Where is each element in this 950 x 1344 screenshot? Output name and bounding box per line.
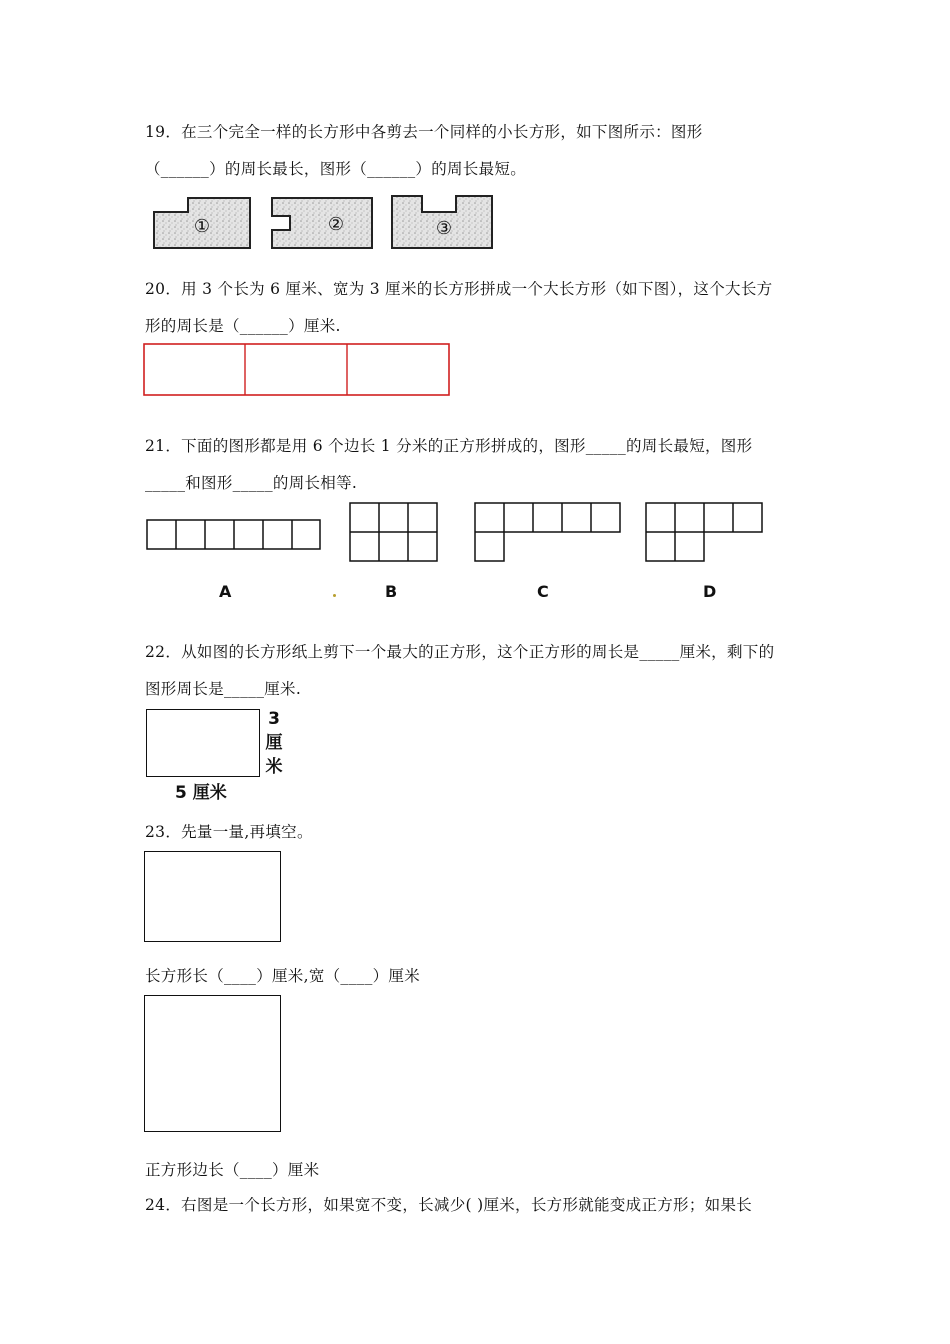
q22-text-line1: 22．从如图的长方形纸上剪下一个最大的正方形，这个正方形的周长是_____厘米，剩下的 xyxy=(145,643,775,661)
q21-stray-dot xyxy=(333,594,336,597)
q19-shape-1-label: ① xyxy=(193,216,211,237)
q21-label-d: D xyxy=(703,582,717,601)
q23-square-text: 正方形边长（____）厘米 xyxy=(145,1161,320,1179)
q22-text-line2: 图形周长是_____厘米. xyxy=(145,680,302,698)
q19-figure xyxy=(150,190,500,252)
q20-text-line1: 20．用 3 个长为 6 厘米、宽为 3 厘米的长方形拼成一个大长方形（如下图），这个大长方 xyxy=(145,280,773,298)
q21-figure-c xyxy=(474,502,622,564)
q24-text-line1: 24．右图是一个长方形，如果宽不变，长减少( )厘米，长方形就能变成正方形；如果长 xyxy=(145,1196,753,1214)
q21-label-b: B xyxy=(385,582,398,601)
q21-label-a: A xyxy=(219,582,232,601)
q23-text-line1: 23．先量一量,再填空。 xyxy=(145,823,313,841)
q21-text-line2: _____和图形_____的周长相等. xyxy=(145,474,358,492)
q20-big-rectangle xyxy=(144,344,449,395)
q19-shape-2-label: ② xyxy=(327,214,345,235)
q19-shape-2 xyxy=(272,198,372,248)
q21-figure-b xyxy=(349,502,440,564)
q21-text-line1: 21．下面的图形都是用 6 个边长 1 分米的正方形拼成的，图形_____的周长最短，图形 xyxy=(145,437,753,455)
q19-text-line1: 19．在三个完全一样的长方形中各剪去一个同样的小长方形，如下图所示：图形 xyxy=(145,123,703,141)
q22-height-char-2: 米 xyxy=(265,757,283,777)
q19-shape-3-label: ③ xyxy=(435,218,453,239)
q23-rectangle xyxy=(144,851,281,942)
q19-text-line2: （______）的周长最长，图形（______）的周长最短。 xyxy=(145,160,527,178)
q20-text-line2: 形的周长是（______）厘米. xyxy=(145,317,341,335)
q23-rectangle-text: 长方形长（____）厘米,宽（____）厘米 xyxy=(145,967,421,985)
q22-height-char-1: 厘 xyxy=(265,733,283,753)
q22-height-number: 3 xyxy=(268,709,280,729)
q21-figure-d xyxy=(645,502,764,564)
q23-square xyxy=(144,995,281,1132)
q20-figure xyxy=(142,342,452,398)
q22-width-label: 5 厘米 xyxy=(175,783,227,803)
q22-height-label xyxy=(263,707,285,779)
q22-rectangle xyxy=(146,709,260,777)
q21-figure-a xyxy=(146,519,322,551)
q21-label-c: C xyxy=(537,582,549,601)
